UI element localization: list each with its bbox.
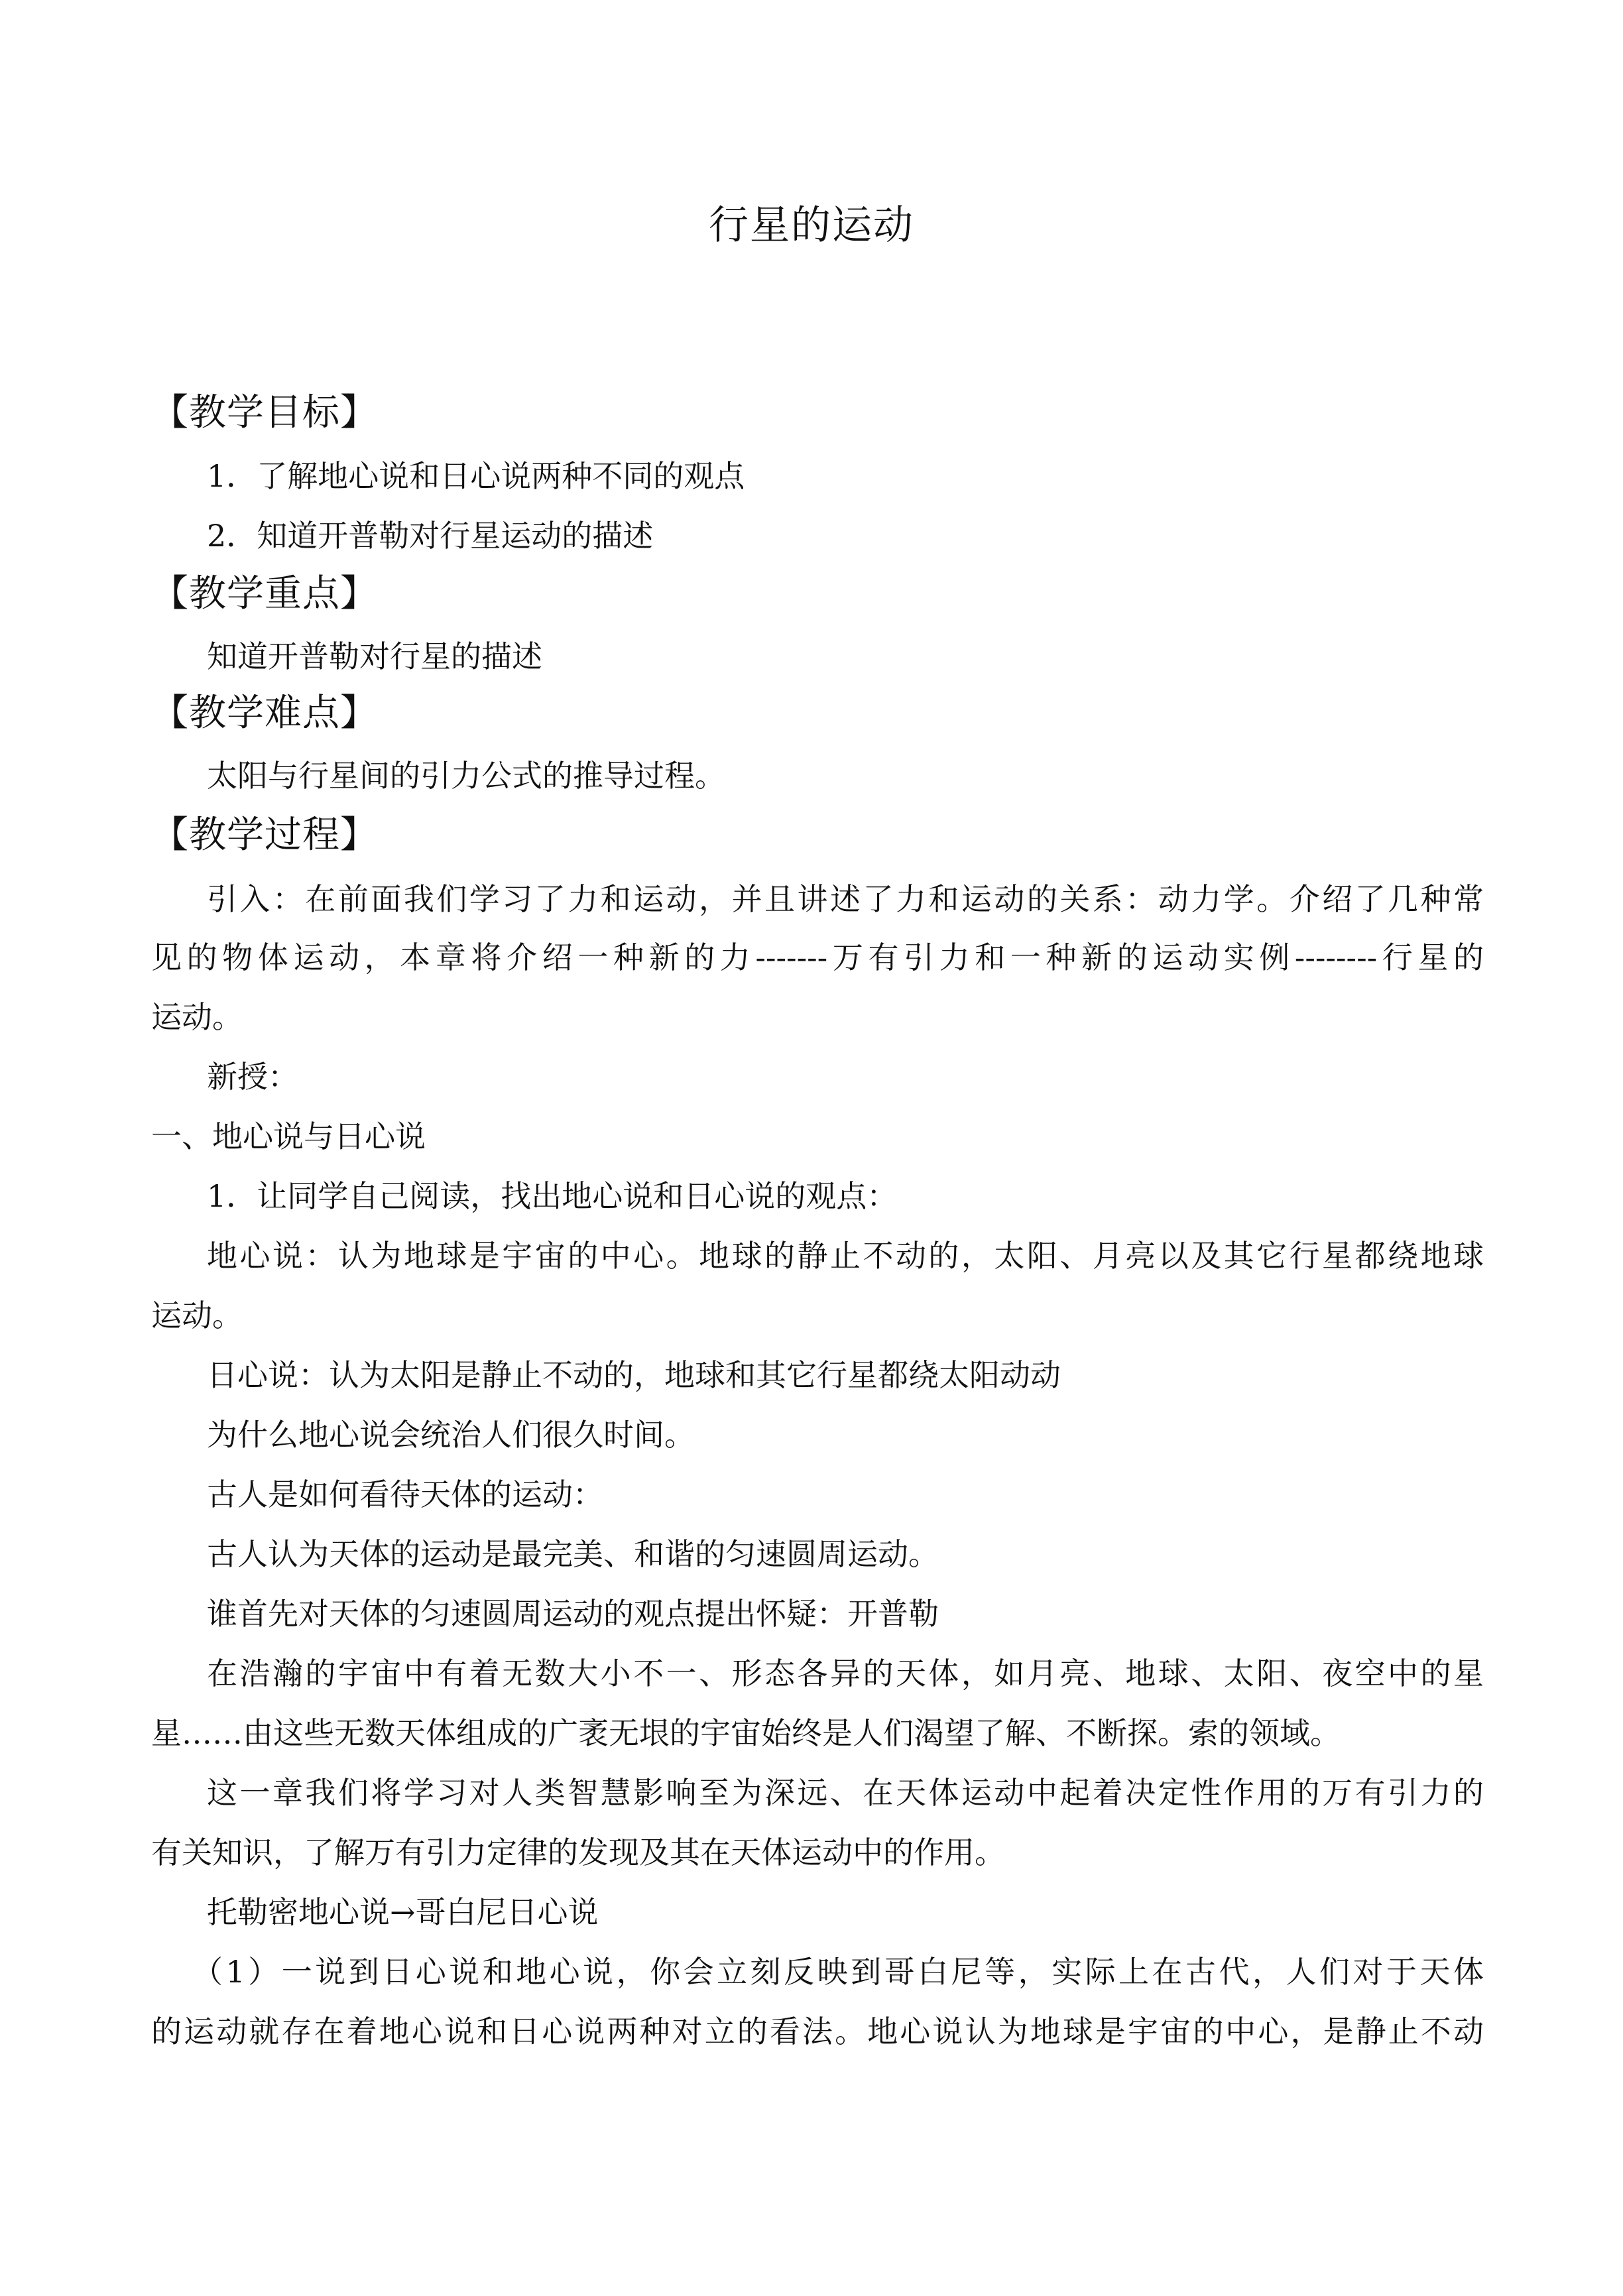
- difficulty-text: 太阳与行星间的引力公式的推导过程。: [207, 758, 725, 794]
- question-text: 为什么地心说会统治人们很久时间。: [207, 1417, 695, 1453]
- answer-text: 古人认为天体的运动是最完美、和谐的匀速圆周运动。: [207, 1536, 939, 1572]
- process-heading: 【教学过程】: [151, 814, 378, 857]
- universe-line: 星……由这些无数天体组成的广袤无垠的宇宙始终是人们渴望了解、不断探。索的领域。: [151, 1715, 1341, 1751]
- intro-line: 引入：在前面我们学习了力和运动，并且讲述了力和运动的关系：动力学。介绍了几种常: [207, 881, 1484, 917]
- chapter-line: 有关知识，了解万有引力定律的发现及其在天体运动中的作用。: [151, 1835, 1005, 1870]
- question-text: 古人是如何看待天体的运动：: [207, 1477, 603, 1512]
- intro-line: 见的物体运动，本章将介绍一种新的力-------万有引力和一种新的运动实例--------行星的: [151, 939, 1484, 975]
- difficulty-heading: 【教学难点】: [151, 692, 378, 735]
- question-text: 谁首先对天体的匀速圆周运动的观点提出怀疑：开普勒: [207, 1596, 939, 1632]
- key-point-text: 知道开普勒对行星的描述: [207, 638, 542, 674]
- intro-line: 运动。: [151, 999, 243, 1035]
- document-title: 行星的运动: [709, 202, 914, 249]
- objectives-heading: 【教学目标】: [151, 391, 378, 434]
- universe-line: 在浩瀚的宇宙中有着无数大小不一、形态各异的天体，如月亮、地球、太阳、夜空中的星: [207, 1656, 1484, 1691]
- part1-title: 一、地心说与日心说: [151, 1118, 426, 1154]
- geocentric-line: 地心说：认为地球是宇宙的中心。地球的静止不动的，太阳、月亮以及其它行星都绕地球: [207, 1238, 1484, 1274]
- objective-item: 2．知道开普勒对行星运动的描述: [207, 518, 654, 554]
- step1-text: 1．让同学自己阅读，找出地心说和日心说的观点：: [207, 1178, 898, 1214]
- key-point-heading: 【教学重点】: [151, 572, 378, 615]
- chapter-line: 这一章我们将学习对人类智慧影响至为深远、在天体运动中起着决定性作用的万有引力的: [207, 1775, 1484, 1811]
- history-line: （1）一说到日心说和地心说，你会立刻反映到哥白尼等，实际上在古代，人们对于天体: [192, 1954, 1484, 1990]
- geocentric-line: 运动。: [151, 1298, 243, 1333]
- history-line: 的运动就存在着地心说和日心说两种对立的看法。地心说认为地球是宇宙的中心，是静止不动: [151, 2014, 1484, 2049]
- objective-item: 1．了解地心说和日心说两种不同的观点: [207, 458, 745, 494]
- transition-text: 托勒密地心说→哥白尼日心说: [207, 1894, 599, 1930]
- new-lesson-label: 新授：: [207, 1059, 298, 1095]
- heliocentric-text: 日心说：认为太阳是静止不动的，地球和其它行星都绕太阳动动: [207, 1357, 1061, 1393]
